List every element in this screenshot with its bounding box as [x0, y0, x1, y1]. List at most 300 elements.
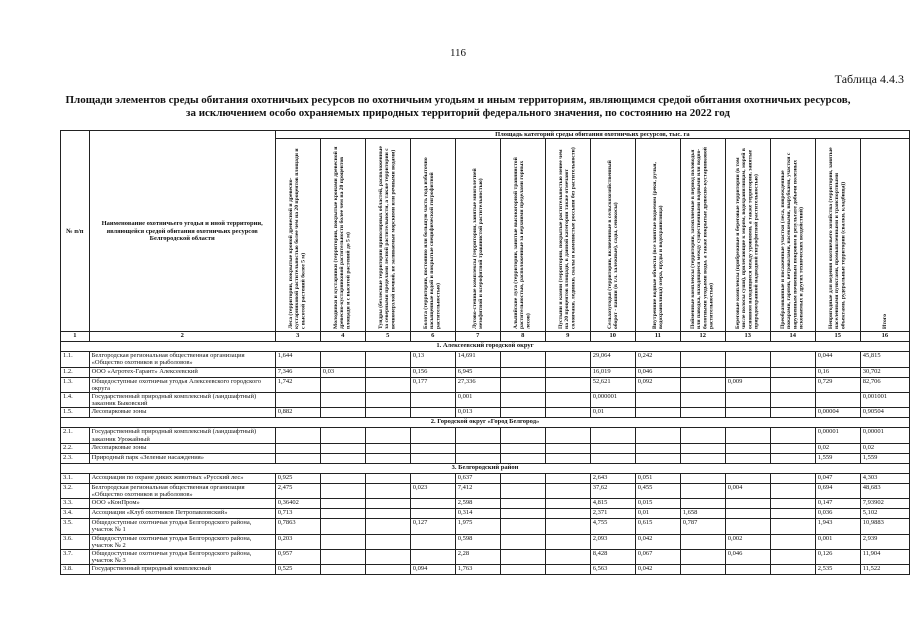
row-value-col-6: 0,094	[410, 565, 455, 575]
row-value-col-8	[500, 499, 545, 509]
row-number: 3.5.	[61, 519, 90, 534]
row-value-col-8	[500, 377, 545, 392]
row-value-col-12	[680, 550, 725, 565]
header-category-label: Лугово-степные комплексы (территории, занятые многолетней мезофитной и ксерофитной травянистой растительностью)	[471, 168, 484, 330]
row-number: 3.4.	[61, 509, 90, 519]
row-value-col-10: 52,621	[590, 377, 635, 392]
row-value-col-7: 0,637	[455, 473, 500, 483]
row-name: Государственный природный комплексный (ландшафтный) заказник Быковский	[89, 393, 275, 408]
row-value-col-16: 0,00001	[860, 428, 909, 443]
row-value-col-6	[410, 473, 455, 483]
row-value-col-8	[500, 428, 545, 443]
row-value-col-5	[365, 453, 410, 463]
row-value-col-10: 2,643	[590, 473, 635, 483]
row-value-col-7	[455, 428, 500, 443]
row-value-col-11	[635, 443, 680, 453]
row-value-col-12	[680, 408, 725, 418]
row-number: 3.2.	[61, 483, 90, 498]
header-category-label: Молодняки и кустарники (территории, покрытые кронами древесной и древесно-кустарниковой растительности более чем на 20 процентов площади и с высотой растений до 5 м)	[333, 146, 352, 330]
row-value-col-7: 0,001	[455, 393, 500, 408]
table-title	[0, 94, 916, 120]
row-value-col-6	[410, 509, 455, 519]
row-number: 1.4.	[61, 393, 90, 408]
row-value-col-11	[635, 453, 680, 463]
row-value-col-10: 0,000001	[590, 393, 635, 408]
row-value-col-11: 0,242	[635, 352, 680, 367]
row-number: 3.1.	[61, 473, 90, 483]
row-value-col-9	[545, 534, 590, 549]
table-row	[61, 483, 910, 498]
column-number: 8	[500, 332, 545, 342]
header-category-6	[410, 139, 455, 332]
header-name: Наименование охотничьего угодья и иной территории, являющейся средой обитания охотничьих ресурсов Белгородской области	[89, 131, 275, 332]
row-value-col-16: 0,90504	[860, 408, 909, 418]
row-value-col-4	[320, 428, 365, 443]
row-value-col-3	[275, 393, 320, 408]
row-value-col-9	[545, 367, 590, 377]
header-category-label: Внутренние водные объекты (все занятые водоемом (реки, ручьи, водохранилища) озера, пруды и водохранилища)	[651, 162, 664, 330]
row-value-col-7: 2,598	[455, 499, 500, 509]
row-value-col-6: 0,127	[410, 519, 455, 534]
row-value-col-7: 1,763	[455, 565, 500, 575]
column-number: 16	[860, 332, 909, 342]
row-value-col-16: 45,815	[860, 352, 909, 367]
row-value-col-10: 0,01	[590, 408, 635, 418]
table-container	[60, 130, 910, 640]
row-value-col-4	[320, 377, 365, 392]
row-value-col-7: 27,336	[455, 377, 500, 392]
header-category-14	[770, 139, 815, 332]
row-value-col-6	[410, 550, 455, 565]
row-value-col-9	[545, 393, 590, 408]
header-category-11	[635, 139, 680, 332]
column-number: 2	[89, 332, 275, 342]
row-value-col-3: 7,346	[275, 367, 320, 377]
row-value-col-16: 11,522	[860, 565, 909, 575]
row-value-col-15: 0,047	[815, 473, 860, 483]
row-number: 3.7.	[61, 550, 90, 565]
table-row	[61, 428, 910, 443]
table-row	[61, 473, 910, 483]
row-value-col-4	[320, 393, 365, 408]
row-value-col-13: 0,009	[725, 377, 770, 392]
row-value-col-16: 0,001001	[860, 393, 909, 408]
row-value-col-10: 16,019	[590, 367, 635, 377]
row-number: 2.1.	[61, 428, 90, 443]
row-value-col-11	[635, 393, 680, 408]
row-value-col-15: 0,00001	[815, 428, 860, 443]
row-value-col-7: 7,412	[455, 483, 500, 498]
header-category-label: Непригодные для ведения охотничьего хозяйства (территории, занятые населенными пунктами, промышленными и транспортными объектами, рудеральные территории (свалки, кладбища))	[828, 147, 847, 330]
row-value-col-15: 0,02	[815, 443, 860, 453]
row-name: Белгородская региональная общественная организация «Общество охотников и рыболовов»	[89, 352, 275, 367]
title-line-1: Площади элементов среды обитания охотничьих ресурсов по охотничьим угодьям и иным территориям, являющимся средой обитания охотничьих ресурсов,	[65, 94, 851, 106]
page-number: 116	[449, 47, 467, 59]
row-value-col-5	[365, 509, 410, 519]
row-value-col-14	[770, 393, 815, 408]
row-value-col-15: 0,036	[815, 509, 860, 519]
row-value-col-3: 0,713	[275, 509, 320, 519]
row-value-col-13: 0,002	[725, 534, 770, 549]
row-value-col-16: 1,559	[860, 453, 909, 463]
row-value-col-14	[770, 550, 815, 565]
row-value-col-10: 37,62	[590, 483, 635, 498]
row-name: Лесопарковые зоны	[89, 408, 275, 418]
row-value-col-16: 48,683	[860, 483, 909, 498]
row-value-col-4	[320, 509, 365, 519]
row-value-col-12	[680, 443, 725, 453]
row-value-col-6	[410, 408, 455, 418]
row-value-col-16: 11,904	[860, 550, 909, 565]
row-value-col-5	[365, 367, 410, 377]
row-value-col-14	[770, 377, 815, 392]
row-value-col-15: 1,559	[815, 453, 860, 463]
row-value-col-3: 0,525	[275, 565, 320, 575]
row-value-col-9	[545, 483, 590, 498]
header-category-label: Береговые комплексы (прибрежные и береговые территории (в том числе полосы суши), прилегающие к морям, водохранилищам, морей в основном находящиеся между уровнями, а также территории, занятые природоохранной надводной гигрофитной растительностью)	[735, 148, 760, 330]
row-value-col-16: 2,939	[860, 534, 909, 549]
row-value-col-8	[500, 534, 545, 549]
row-value-col-3	[275, 428, 320, 443]
row-value-col-13	[725, 367, 770, 377]
row-value-col-12	[680, 499, 725, 509]
row-value-col-12	[680, 453, 725, 463]
row-value-col-3: 0,36402	[275, 499, 320, 509]
column-number: 10	[590, 332, 635, 342]
header-category-16	[860, 139, 909, 332]
header-category-5	[365, 139, 410, 332]
row-value-col-6	[410, 499, 455, 509]
section-title: 2. Городской округ «Город Белгород»	[61, 418, 910, 428]
row-value-col-11: 0,455	[635, 483, 680, 498]
row-value-col-12	[680, 393, 725, 408]
row-value-col-10: 2,371	[590, 509, 635, 519]
column-number: 15	[815, 332, 860, 342]
row-value-col-15: 2,535	[815, 565, 860, 575]
row-value-col-6	[410, 393, 455, 408]
row-value-col-9	[545, 499, 590, 509]
row-value-col-10	[590, 453, 635, 463]
row-value-col-16: 0,02	[860, 443, 909, 453]
table-row	[61, 453, 910, 463]
row-value-col-8	[500, 453, 545, 463]
row-value-col-16: 82,706	[860, 377, 909, 392]
row-value-col-12	[680, 483, 725, 498]
row-value-col-10: 2,093	[590, 534, 635, 549]
header-category-9	[545, 139, 590, 332]
row-number: 1.5.	[61, 408, 90, 418]
row-value-col-8	[500, 519, 545, 534]
row-value-col-11: 0,01	[635, 509, 680, 519]
row-value-col-4	[320, 352, 365, 367]
row-value-col-13: 0,046	[725, 550, 770, 565]
row-value-col-5	[365, 377, 410, 392]
row-value-col-7: 6,945	[455, 367, 500, 377]
row-value-col-5	[365, 393, 410, 408]
row-value-col-5	[365, 428, 410, 443]
row-value-col-13	[725, 519, 770, 534]
row-value-col-14	[770, 408, 815, 418]
header-column-numbers-row	[61, 332, 910, 342]
table-row	[61, 393, 910, 408]
row-value-col-8	[500, 565, 545, 575]
header-category-13	[725, 139, 770, 332]
row-value-col-8	[500, 408, 545, 418]
row-name: Общедоступные охотничьи угодья Белгородского района, участок № 2	[89, 534, 275, 549]
row-value-col-14	[770, 352, 815, 367]
row-value-col-9	[545, 550, 590, 565]
column-number: 9	[545, 332, 590, 342]
row-value-col-11: 0,092	[635, 377, 680, 392]
row-value-col-11: 0,051	[635, 473, 680, 483]
row-value-col-3	[275, 453, 320, 463]
header-category-label: Пустыни и камни (территории, покрытые растительностью менее чем на 20 процентов площади, в данной категории также отмечают солончаки, ледники, скалы и каменистые россыпи без растительности)	[558, 147, 577, 330]
row-value-col-14	[770, 483, 815, 498]
section-row	[61, 463, 910, 473]
row-value-col-13	[725, 408, 770, 418]
row-value-col-7: 0,314	[455, 509, 500, 519]
row-value-col-8	[500, 550, 545, 565]
row-value-col-11: 0,615	[635, 519, 680, 534]
row-value-col-9	[545, 428, 590, 443]
table-row	[61, 519, 910, 534]
row-value-col-16: 30,702	[860, 367, 909, 377]
row-value-col-16: 10,9883	[860, 519, 909, 534]
row-value-col-4	[320, 443, 365, 453]
row-value-col-14	[770, 499, 815, 509]
row-value-col-9	[545, 408, 590, 418]
row-value-col-3: 1,644	[275, 352, 320, 367]
row-value-col-15: 0,16	[815, 367, 860, 377]
row-value-col-11	[635, 408, 680, 418]
row-value-col-8	[500, 352, 545, 367]
row-value-col-13	[725, 453, 770, 463]
row-value-col-6	[410, 443, 455, 453]
row-value-col-5	[365, 408, 410, 418]
row-value-col-14	[770, 473, 815, 483]
row-value-col-13	[725, 428, 770, 443]
header-category-12	[680, 139, 725, 332]
row-value-col-6: 0,177	[410, 377, 455, 392]
column-number: 3	[275, 332, 320, 342]
header-category-4	[320, 139, 365, 332]
row-value-col-8	[500, 393, 545, 408]
row-value-col-6: 0,156	[410, 367, 455, 377]
row-value-col-4	[320, 408, 365, 418]
row-value-col-3: 1,742	[275, 377, 320, 392]
column-number: 5	[365, 332, 410, 342]
table-row	[61, 377, 910, 392]
row-name: Общедоступные охотничьи угодья Белгородского района, участок № 3	[89, 550, 275, 565]
row-value-col-12	[680, 473, 725, 483]
row-value-col-3: 0,882	[275, 408, 320, 418]
row-value-col-8	[500, 509, 545, 519]
row-name: Общедоступные охотничьи угодья Алексеевского городского округа	[89, 377, 275, 392]
title-line-2: за исключением особо охраняемых природных территорий федерального значения, по состоянию на 2022 год	[186, 107, 730, 119]
row-value-col-5	[365, 565, 410, 575]
row-number: 2.3.	[61, 453, 90, 463]
row-value-col-5	[365, 519, 410, 534]
row-value-col-15: 0,00004	[815, 408, 860, 418]
table-row	[61, 352, 910, 367]
row-value-col-15: 1,943	[815, 519, 860, 534]
header-category-10	[590, 139, 635, 332]
row-value-col-4	[320, 473, 365, 483]
row-value-col-6: 0,13	[410, 352, 455, 367]
row-value-col-14	[770, 453, 815, 463]
row-value-col-6	[410, 428, 455, 443]
row-value-col-5	[365, 443, 410, 453]
row-value-col-4	[320, 550, 365, 565]
header-category-label: Итого	[881, 314, 888, 330]
header-category-15	[815, 139, 860, 332]
header-no: № п/п	[61, 131, 90, 332]
row-value-col-6	[410, 534, 455, 549]
table-row	[61, 367, 910, 377]
table-row	[61, 408, 910, 418]
table-label: Таблица 4.4.3	[834, 72, 904, 86]
row-value-col-10: 6,563	[590, 565, 635, 575]
row-name: Ассоциация по охране диких животных «Русский лес»	[89, 473, 275, 483]
row-value-col-8	[500, 443, 545, 453]
row-value-col-9	[545, 377, 590, 392]
header-category-label: Пойменные комплексы (территории, затопляемые в период половодья или паводка, находящиеся между существенными водными или водно-болотными угодьями воды, а также покрытые древесно-кустарниковой растительностью)	[690, 147, 715, 330]
row-number: 1.2.	[61, 367, 90, 377]
table-row	[61, 509, 910, 519]
row-value-col-13: 0,004	[725, 483, 770, 498]
row-value-col-16: 4,303	[860, 473, 909, 483]
row-value-col-8	[500, 483, 545, 498]
row-value-col-3: 0,925	[275, 473, 320, 483]
row-value-col-12: 1,658	[680, 509, 725, 519]
row-value-col-6	[410, 453, 455, 463]
row-value-col-9	[545, 565, 590, 575]
section-title: 1. Алексеевский городской округ	[61, 342, 910, 352]
row-value-col-4	[320, 565, 365, 575]
row-name: Государственный природный комплексный (ландшафтный) заказник Урожайный	[89, 428, 275, 443]
row-value-col-3	[275, 443, 320, 453]
row-value-col-3: 0,957	[275, 550, 320, 565]
row-value-col-6: 0,023	[410, 483, 455, 498]
row-value-col-7: 0,598	[455, 534, 500, 549]
row-value-col-10: 4,815	[590, 499, 635, 509]
header-category-label: Сельхозугодья (территории, включенные в сельскохозяйственный оборот - пашни (в т.ч. залежные), сады, сенокосы)	[606, 160, 619, 330]
row-value-col-7	[455, 453, 500, 463]
row-value-col-12	[680, 352, 725, 367]
row-value-col-3: 2,475	[275, 483, 320, 498]
column-number: 1	[61, 332, 90, 342]
row-value-col-15: 0,001	[815, 534, 860, 549]
row-value-col-9	[545, 453, 590, 463]
row-name: Государственный природный комплексный	[89, 565, 275, 575]
row-value-col-7: 1,975	[455, 519, 500, 534]
row-value-col-15: 0,729	[815, 377, 860, 392]
row-value-col-13	[725, 352, 770, 367]
table-row	[61, 565, 910, 575]
row-value-col-9	[545, 443, 590, 453]
row-value-col-3: 0,7863	[275, 519, 320, 534]
row-value-col-13	[725, 509, 770, 519]
row-value-col-5	[365, 473, 410, 483]
row-value-col-13	[725, 473, 770, 483]
section-title: 3. Белгородский район	[61, 463, 910, 473]
row-number: 3.3.	[61, 499, 90, 509]
row-value-col-15: 0,044	[815, 352, 860, 367]
row-number: 1.1.	[61, 352, 90, 367]
row-name: ООО «КонПром»	[89, 499, 275, 509]
row-value-col-7	[455, 443, 500, 453]
table-body	[61, 342, 910, 575]
header-category-7	[455, 139, 500, 332]
row-value-col-11: 0,067	[635, 550, 680, 565]
row-value-col-10: 29,064	[590, 352, 635, 367]
row-value-col-15: 0,147	[815, 499, 860, 509]
row-name: Лесопарковые зоны	[89, 443, 275, 453]
table-row	[61, 499, 910, 509]
row-value-col-8	[500, 473, 545, 483]
row-value-col-15: 0,694	[815, 483, 860, 498]
column-number: 7	[455, 332, 500, 342]
row-value-col-5	[365, 352, 410, 367]
column-number: 6	[410, 332, 455, 342]
row-value-col-11	[635, 428, 680, 443]
row-value-col-14	[770, 519, 815, 534]
row-value-col-13	[725, 565, 770, 575]
column-number: 4	[320, 332, 365, 342]
row-value-col-4	[320, 483, 365, 498]
row-value-col-3: 0,203	[275, 534, 320, 549]
row-value-col-13	[725, 443, 770, 453]
column-number: 11	[635, 332, 680, 342]
row-value-col-4: 0,03	[320, 367, 365, 377]
header-category-label: Альпийские луга (территории, занятые высокогорной травянистой растительностью, расположенные за верхними пределами горных лесов)	[513, 157, 532, 330]
column-number: 12	[680, 332, 725, 342]
habitat-area-table	[60, 130, 910, 575]
header-category-label: Тундры (безлесные территории приполярных областей, расположенные за северными пределами лесной растительности, а также территории с вечномерзлой почвой, не заливаемые морскими или речными водами)	[378, 146, 397, 330]
header-category-8	[500, 139, 545, 332]
section-row	[61, 342, 910, 352]
row-value-col-7: 2,28	[455, 550, 500, 565]
row-value-col-7: 14,691	[455, 352, 500, 367]
row-value-col-14	[770, 534, 815, 549]
row-name: Природный парк «Зеленые насаждения»	[89, 453, 275, 463]
row-value-col-15: 0,126	[815, 550, 860, 565]
row-value-col-9	[545, 509, 590, 519]
column-number: 13	[725, 332, 770, 342]
row-value-col-10	[590, 443, 635, 453]
row-name: Общедоступные охотничьи угодья Белгородского района, участок № 1	[89, 519, 275, 534]
row-value-col-5	[365, 483, 410, 498]
header-category-label: Болота (территории, постоянно или большую часть года избыточно насыщенные водой и покрытые специфической гигрофитной растительностью)	[423, 157, 442, 330]
row-value-col-5	[365, 534, 410, 549]
row-value-col-12	[680, 428, 725, 443]
row-value-col-14	[770, 428, 815, 443]
header-category-3	[275, 139, 320, 332]
row-value-col-12	[680, 367, 725, 377]
row-value-col-11: 0,046	[635, 367, 680, 377]
row-value-col-4	[320, 534, 365, 549]
table-row	[61, 534, 910, 549]
row-value-col-16: 7,93902	[860, 499, 909, 509]
header-group: Площадь категорий среды обитания охотничьих ресурсов, тыс. га	[275, 131, 909, 139]
row-name: ООО «Агротех-Гарант» Алексеевский	[89, 367, 275, 377]
column-number: 14	[770, 332, 815, 342]
row-value-col-14	[770, 367, 815, 377]
table-row	[61, 550, 910, 565]
row-value-col-12: 0,787	[680, 519, 725, 534]
row-value-col-14	[770, 443, 815, 453]
row-value-col-14	[770, 565, 815, 575]
